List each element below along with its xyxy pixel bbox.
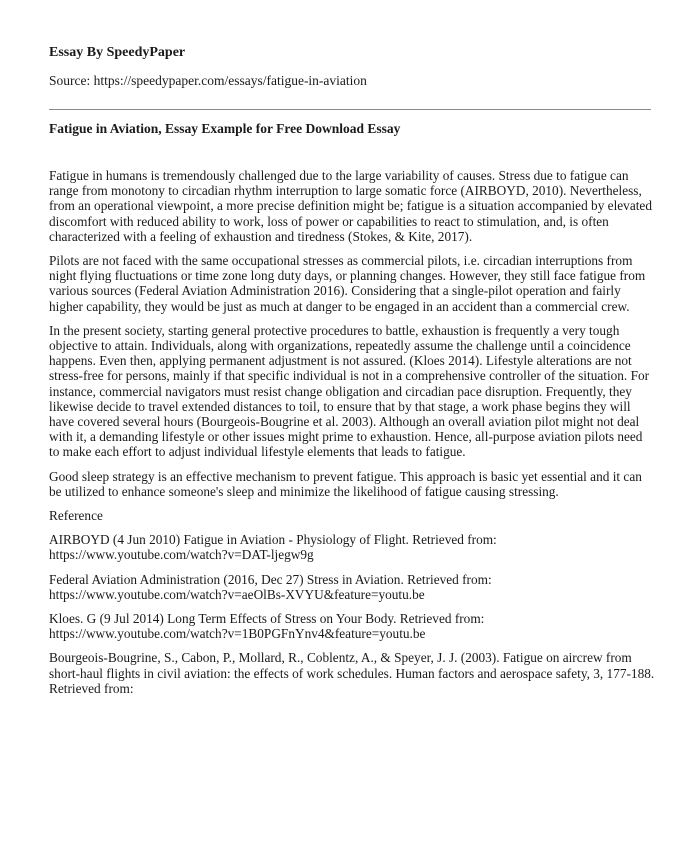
essay-body bbox=[49, 168, 655, 705]
reference-link: https://www.youtube.com/watch?v=1B0PGFnYnv4&feature=youtu.be bbox=[49, 626, 426, 642]
reference-link: https://www.youtube.com/watch?v=DAT-ljegw9g bbox=[49, 547, 314, 563]
reference-citation: Bourgeois-Bougrine, S., Cabon, P., Mollard, R., Coblentz, A., & Speyer, J. J. (2003). Fatigue on aircrew from short-haul flights in civil aviation: the effects of work schedules. Human factors and aerospace safety, 3, 177-188. Retrieved from: bbox=[49, 650, 655, 696]
paragraph: In the present society, starting general protective procedures to battle, exhaustion is frequently a very tough objective to attain. Individuals, along with organizations, repeatedly assume the challenge until a coincidence happens. Even then, applying permanent adjustment is not assured. (Kloes 2014). Lifestyle alterations are not stress-free for persons, mainly if that specific individual is not in a comprehensive controller of the situation. For instance, commercial navigators must resist change obligation and circadian pace disruption. Frequently, they likewise decide to travel extended distances to toil, to ensure that by that stage, a work phase begins they will have covered several hours (Bourgeois-Bougrine et al. 2003). Although an overall aviation pilot might not deal with it, a demanding lifestyle or other issues might prime to exhaustion. Hence, all-purpose aviation pilots need to make each effort to adjust individual lifestyle elements that leads to fatigue. bbox=[49, 322, 650, 460]
source-line: Source: https://speedypaper.com/essays/fatigue-in-aviation bbox=[49, 73, 367, 88]
paragraph: Fatigue in humans is tremendously challenged due to the large variability of causes. Stress due to fatigue can range from monotony to circadian rhythm interruption to large somatic force (AIRBOYD, 2010). Nevertheless, from an operational viewpoint, a more precise definition might be; fatigue is a situation accompanied by elevated discomfort with reduced ability to work, loss of power or capabilities to react to stimulation, and, is often characterized with a feeling of exhaustion and tiredness (Stokes, & Kite, 2017). bbox=[49, 168, 652, 244]
reference-citation: Kloes. G (9 Jul 2014) Long Term Effects of Stress on Your Body. Retrieved from: bbox=[49, 611, 485, 627]
paragraph: Good sleep strategy is an effective mechanism to prevent fatigue. This approach is basic yet essential and it can be utilized to enhance someone's sleep and minimize the likelihood of fatigue causing stressing. bbox=[49, 468, 642, 499]
reference-entry bbox=[49, 650, 655, 696]
reference-entry bbox=[49, 572, 655, 602]
document-title: Fatigue in Aviation, Essay Example for Free Download Essay bbox=[49, 121, 401, 136]
reference-citation: Federal Aviation Administration (2016, Dec 27) Stress in Aviation. Retrieved from: bbox=[49, 571, 492, 587]
reference-citation: AIRBOYD (4 Jun 2010) Fatigue in Aviation - Physiology of Flight. Retrieved from: bbox=[49, 532, 497, 548]
reference-link: https://www.youtube.com/watch?v=aeOlBs-XVYU&feature=youtu.be bbox=[49, 586, 425, 602]
paragraph: Pilots are not faced with the same occupational stresses as commercial pilots, i.e. circadian interruptions from night flying fluctuations or time zone long duty days, or planning changes. However, they still face fatigue from various sources (Federal Aviation Administration 2016). Considering that a single-pilot operation and fairly higher capability, they would be just as much at danger to be engaged in an accident than a commercial crew. bbox=[49, 253, 646, 314]
reference-entry bbox=[49, 611, 655, 641]
reference-entry bbox=[49, 532, 655, 562]
header-divider bbox=[49, 109, 651, 110]
reference-heading: Reference bbox=[49, 508, 103, 524]
site-name: Essay By SpeedyPaper bbox=[49, 45, 186, 60]
